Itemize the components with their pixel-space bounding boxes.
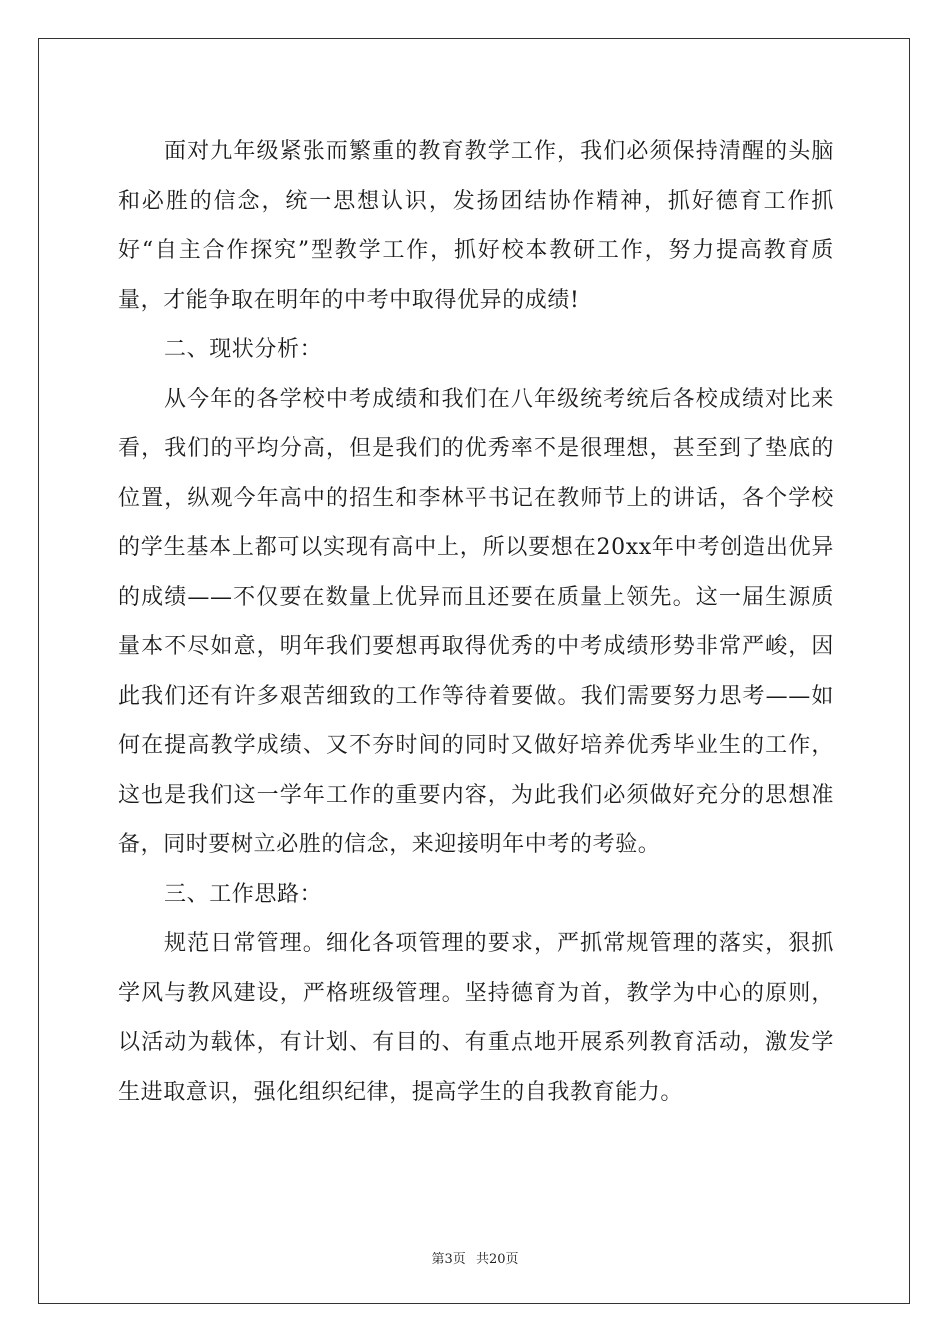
page-number: 第3页 — [431, 1252, 466, 1267]
page-total: 共20页 — [475, 1252, 519, 1267]
paragraph-intro: 面对九年级紧张而繁重的教育教学工作，我们必须保持清醒的头脑和必胜的信念，统一思想认识，发扬团结协作精神，抓好德育工作抓好“自主合作探究”型教学工作，抓好校本教研工作，努力提高教育质量，才能争取在明年的中考中取得优异的成绩! — [118, 139, 834, 313]
paragraph-work-ideas: 规范日常管理。细化各项管理的要求，严抓常规管理的落实，狠抓学风与教风建设，严格班级管理。坚持德育为首，教学为中心的原则，以活动为载体，有计划、有目的、有重点地开展系列教育活动，激发学生进取意识，强化组织纪律，提高学生的自我教育能力。 — [118, 931, 834, 1105]
heading-work-ideas: 三、工作思路： — [164, 881, 323, 907]
page-footer — [0, 1248, 950, 1267]
paragraph-status-analysis: 从今年的各学校中考成绩和我们在八年级统考统后各校成绩对比来看，我们的平均分高，但是我们的优秀率不是很理想，甚至到了垫底的位置，纵观今年高中的招生和李林平书记在教师节上的讲话，各个学校的学生基本上都可以实现有高中上，所以要想在20xx年中考创造出优异的成绩——不仅要在数量上优异而且还要在质量上领先。这一届生源质量本不尽如意，明年我们要想再取得优秀的中考成绩形势非常严峻，因此我们还有许多艰苦细致的工作等待着要做。我们需要努力思考——如何在提高教学成绩、又不夯时间的同时又做好培养优秀毕业生的工作，这也是我们这一学年工作的重要内容，为此我们必须做好充分的思想准备，同时要树立必胜的信念，来迎接明年中考的考验。 — [118, 386, 834, 857]
heading-status-analysis: 二、现状分析： — [164, 337, 323, 362]
document-body — [118, 127, 834, 1117]
